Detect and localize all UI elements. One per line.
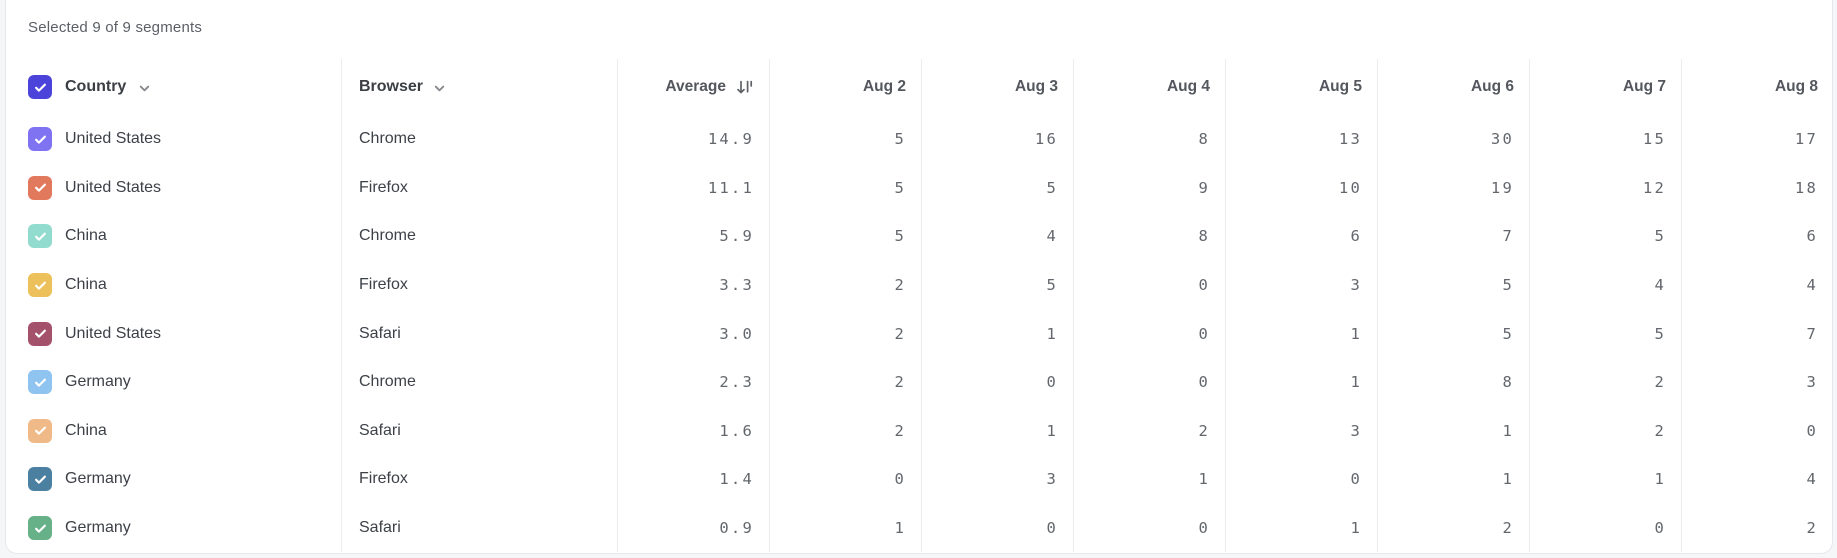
selection-status-text: Selected 9 of 9 segments (28, 19, 203, 36)
row-date-value: 1 (894, 519, 906, 538)
column-header-date (921, 59, 1073, 115)
row-country-label: China (65, 421, 107, 439)
row-date-value: 0 (1350, 470, 1362, 489)
checkmark-icon (33, 423, 48, 438)
date-header-label: Aug 5 (1318, 78, 1362, 95)
row-date-value: 19 (1490, 178, 1514, 197)
table-row-value-cell (1377, 358, 1529, 407)
segments-table-card (5, 0, 1833, 554)
row-checkbox[interactable] (28, 127, 52, 151)
row-date-value: 17 (1794, 130, 1818, 149)
table-row-value-cell (1681, 115, 1833, 164)
date-header-label: Aug 8 (1774, 78, 1818, 95)
row-date-value: 6 (1350, 227, 1362, 246)
row-country-label: United States (65, 324, 162, 342)
row-date-value: 7 (1502, 227, 1514, 246)
row-average-value: 1.6 (719, 421, 754, 440)
row-date-value: 1 (1654, 470, 1666, 489)
checkmark-icon (33, 229, 48, 244)
row-checkbox[interactable] (28, 467, 52, 491)
table-row-country-cell (6, 164, 341, 213)
row-date-value: 8 (1198, 130, 1210, 149)
table-row-value-cell (1681, 407, 1833, 456)
row-date-value: 0 (1198, 519, 1210, 538)
row-date-value: 8 (1198, 227, 1210, 246)
average-header-label: Average (665, 78, 726, 95)
table-row-value-cell (1225, 309, 1377, 358)
row-date-value: 2 (894, 373, 906, 392)
column-header-country[interactable] (6, 59, 341, 115)
row-date-value: 5 (1654, 227, 1666, 246)
table-row-value-cell (1377, 504, 1529, 553)
table-row-browser-cell (341, 115, 617, 164)
table-row-browser-cell (341, 164, 617, 213)
table-row-value-cell (921, 358, 1073, 407)
table-row-value-cell (1529, 358, 1681, 407)
table-row-value-cell (1225, 261, 1377, 310)
table-row-value-cell (1073, 455, 1225, 504)
row-date-value: 4 (1654, 276, 1666, 295)
row-checkbox[interactable] (28, 516, 52, 540)
row-average-value: 11.1 (707, 178, 754, 197)
column-header-date (1529, 59, 1681, 115)
row-checkbox[interactable] (28, 419, 52, 443)
row-browser-label: Safari (359, 324, 401, 342)
table-row-value-cell (1681, 358, 1833, 407)
table-row-value-cell (1681, 261, 1833, 310)
table-row-value-cell (1225, 407, 1377, 456)
checkmark-icon (33, 180, 48, 195)
row-checkbox[interactable] (28, 176, 52, 200)
checkmark-icon (33, 80, 48, 95)
browser-header-label: Browser (359, 78, 424, 95)
table-row-value-cell (1529, 455, 1681, 504)
row-country-label: United States (65, 178, 162, 196)
column-header-date (1681, 59, 1833, 115)
table-row-value-cell (1377, 455, 1529, 504)
row-date-value: 8 (1502, 373, 1514, 392)
row-date-value: 7 (1806, 324, 1818, 343)
row-country-label: China (65, 276, 107, 294)
table-row-value-cell (1073, 309, 1225, 358)
row-checkbox[interactable] (28, 370, 52, 394)
table-row-country-cell (6, 261, 341, 310)
row-date-value: 2 (1502, 519, 1514, 538)
row-date-value: 16 (1034, 130, 1058, 149)
row-date-value: 1 (1502, 421, 1514, 440)
table-row-value-cell (1681, 164, 1833, 213)
row-date-value: 3 (1806, 373, 1818, 392)
chevron-down-icon (138, 82, 151, 95)
table-row-value-cell (1681, 504, 1833, 553)
row-date-value: 5 (1502, 324, 1514, 343)
row-date-value: 5 (1046, 178, 1058, 197)
row-date-value: 6 (1806, 227, 1818, 246)
table-row-value-cell (769, 309, 921, 358)
table-row-country-cell (6, 212, 341, 261)
table-row-value-cell (1377, 115, 1529, 164)
table-row-value-cell (1225, 212, 1377, 261)
table-row-value-cell (1073, 164, 1225, 213)
checkmark-icon (33, 375, 48, 390)
checkmark-icon (33, 278, 48, 293)
date-header-label: Aug 4 (1166, 78, 1210, 95)
row-date-value: 5 (1046, 276, 1058, 295)
table-row-value-cell (1529, 309, 1681, 358)
row-date-value: 0 (1198, 373, 1210, 392)
column-header-date (1073, 59, 1225, 115)
row-date-value: 13 (1338, 130, 1362, 149)
table-row-average-cell (617, 407, 769, 456)
table-row-value-cell (1377, 309, 1529, 358)
table-row-value-cell (769, 455, 921, 504)
row-browser-label: Firefox (359, 276, 408, 294)
row-date-value: 10 (1338, 178, 1362, 197)
row-date-value: 2 (894, 324, 906, 343)
row-country-label: United States (65, 130, 162, 148)
row-date-value: 18 (1794, 178, 1818, 197)
table-row-value-cell (1529, 261, 1681, 310)
table-row-value-cell (1073, 115, 1225, 164)
row-browser-label: Safari (359, 421, 401, 439)
column-header-average[interactable] (617, 59, 769, 115)
table-row-value-cell (921, 309, 1073, 358)
table-row-value-cell (1529, 407, 1681, 456)
sort-descending-icon[interactable] (735, 78, 754, 97)
table-row-country-cell (6, 309, 341, 358)
country-header-label: Country (65, 78, 127, 95)
row-date-value: 12 (1642, 178, 1666, 197)
table-row-value-cell (1529, 164, 1681, 213)
row-date-value: 30 (1490, 130, 1514, 149)
column-header-date (1225, 59, 1377, 115)
row-date-value: 4 (1806, 470, 1818, 489)
row-date-value: 2 (1806, 519, 1818, 538)
row-average-value: 3.0 (719, 324, 754, 343)
row-date-value: 3 (1046, 470, 1058, 489)
table-row-value-cell (1681, 455, 1833, 504)
row-country-label: Germany (65, 373, 131, 391)
table-row-browser-cell (341, 407, 617, 456)
table-row-value-cell (921, 164, 1073, 213)
row-date-value: 0 (1654, 519, 1666, 538)
table-row-country-cell (6, 455, 341, 504)
row-date-value: 1 (1350, 519, 1362, 538)
row-date-value: 15 (1642, 130, 1666, 149)
table-row-value-cell (1377, 407, 1529, 456)
table-row-average-cell (617, 309, 769, 358)
table-row-browser-cell (341, 309, 617, 358)
table-row-value-cell (1073, 261, 1225, 310)
row-browser-label: Safari (359, 519, 401, 537)
table-row-value-cell (1073, 212, 1225, 261)
row-date-value: 0 (1806, 421, 1818, 440)
row-average-value: 3.3 (719, 276, 754, 295)
row-browser-label: Chrome (359, 373, 416, 391)
table-row-average-cell (617, 212, 769, 261)
row-date-value: 2 (894, 421, 906, 440)
table-row-browser-cell (341, 455, 617, 504)
checkmark-icon (33, 521, 48, 536)
table-row-country-cell (6, 115, 341, 164)
row-date-value: 2 (1198, 421, 1210, 440)
column-header-browser[interactable] (341, 59, 617, 115)
row-browser-label: Chrome (359, 227, 416, 245)
row-date-value: 1 (1046, 324, 1058, 343)
table-row-value-cell (1377, 212, 1529, 261)
row-browser-label: Firefox (359, 470, 408, 488)
table-row-value-cell (921, 407, 1073, 456)
row-country-label: China (65, 227, 107, 245)
row-average-value: 1.4 (719, 470, 754, 489)
row-date-value: 0 (1046, 519, 1058, 538)
table-row-country-cell (6, 504, 341, 553)
row-date-value: 3 (1350, 276, 1362, 295)
row-date-value: 1 (1198, 470, 1210, 489)
row-date-value: 5 (894, 130, 906, 149)
table-row-value-cell (921, 212, 1073, 261)
table-row-value-cell (1681, 212, 1833, 261)
table-row-value-cell (1073, 407, 1225, 456)
row-date-value: 5 (894, 227, 906, 246)
table-row-browser-cell (341, 261, 617, 310)
row-date-value: 2 (894, 276, 906, 295)
row-date-value: 1 (1046, 421, 1058, 440)
table-row-value-cell (921, 455, 1073, 504)
checkmark-icon (33, 132, 48, 147)
table-row-value-cell (1529, 212, 1681, 261)
row-date-value: 0 (1198, 324, 1210, 343)
table-row-average-cell (617, 504, 769, 553)
row-date-value: 1 (1350, 324, 1362, 343)
table-row-value-cell (1681, 309, 1833, 358)
table-row-value-cell (769, 261, 921, 310)
row-checkbox[interactable] (28, 273, 52, 297)
table-row-value-cell (921, 115, 1073, 164)
row-average-value: 2.3 (719, 373, 754, 392)
row-date-value: 0 (1198, 276, 1210, 295)
table-row-average-cell (617, 115, 769, 164)
row-date-value: 5 (1502, 276, 1514, 295)
select-all-checkbox[interactable] (28, 75, 52, 99)
table-row-browser-cell (341, 212, 617, 261)
chevron-down-icon (433, 82, 446, 95)
table-row-average-cell (617, 164, 769, 213)
row-average-value: 5.9 (719, 227, 754, 246)
row-average-value: 14.9 (707, 130, 754, 149)
table-row-value-cell (1225, 358, 1377, 407)
row-browser-label: Firefox (359, 178, 408, 196)
segments-table (6, 59, 1833, 552)
table-row-browser-cell (341, 504, 617, 553)
row-checkbox[interactable] (28, 224, 52, 248)
table-row-country-cell (6, 407, 341, 456)
row-date-value: 9 (1198, 178, 1210, 197)
row-date-value: 1 (1350, 373, 1362, 392)
row-date-value: 5 (1654, 324, 1666, 343)
row-date-value: 2 (1654, 421, 1666, 440)
row-date-value: 0 (1046, 373, 1058, 392)
column-header-date (769, 59, 921, 115)
row-date-value: 3 (1350, 421, 1362, 440)
table-row-value-cell (921, 504, 1073, 553)
table-row-value-cell (1073, 504, 1225, 553)
table-row-value-cell (1225, 115, 1377, 164)
table-row-value-cell (769, 164, 921, 213)
table-row-value-cell (769, 115, 921, 164)
row-date-value: 4 (1806, 276, 1818, 295)
checkmark-icon (33, 326, 48, 341)
row-date-value: 1 (1502, 470, 1514, 489)
table-row-value-cell (769, 504, 921, 553)
table-row-value-cell (1225, 455, 1377, 504)
table-row-value-cell (1225, 164, 1377, 213)
table-row-value-cell (769, 358, 921, 407)
checkmark-icon (33, 472, 48, 487)
row-country-label: Germany (65, 519, 131, 537)
row-country-label: Germany (65, 470, 131, 488)
table-row-average-cell (617, 455, 769, 504)
table-row-value-cell (1225, 504, 1377, 553)
column-header-date (1377, 59, 1529, 115)
date-header-label: Aug 3 (1014, 78, 1058, 95)
table-row-value-cell (1529, 504, 1681, 553)
row-average-value: 0.9 (719, 519, 754, 538)
table-row-value-cell (1073, 358, 1225, 407)
row-date-value: 0 (894, 470, 906, 489)
table-row-average-cell (617, 358, 769, 407)
date-header-label: Aug 7 (1622, 78, 1666, 95)
table-row-value-cell (769, 212, 921, 261)
row-checkbox[interactable] (28, 322, 52, 346)
table-row-value-cell (921, 261, 1073, 310)
table-row-value-cell (1529, 115, 1681, 164)
table-row-average-cell (617, 261, 769, 310)
date-header-label: Aug 6 (1470, 78, 1514, 95)
table-row-browser-cell (341, 358, 617, 407)
date-header-label: Aug 2 (862, 78, 906, 95)
table-row-value-cell (1377, 164, 1529, 213)
table-row-country-cell (6, 358, 341, 407)
row-date-value: 2 (1654, 373, 1666, 392)
table-row-value-cell (1377, 261, 1529, 310)
row-date-value: 5 (894, 178, 906, 197)
table-row-value-cell (769, 407, 921, 456)
row-browser-label: Chrome (359, 130, 416, 148)
row-date-value: 4 (1046, 227, 1058, 246)
